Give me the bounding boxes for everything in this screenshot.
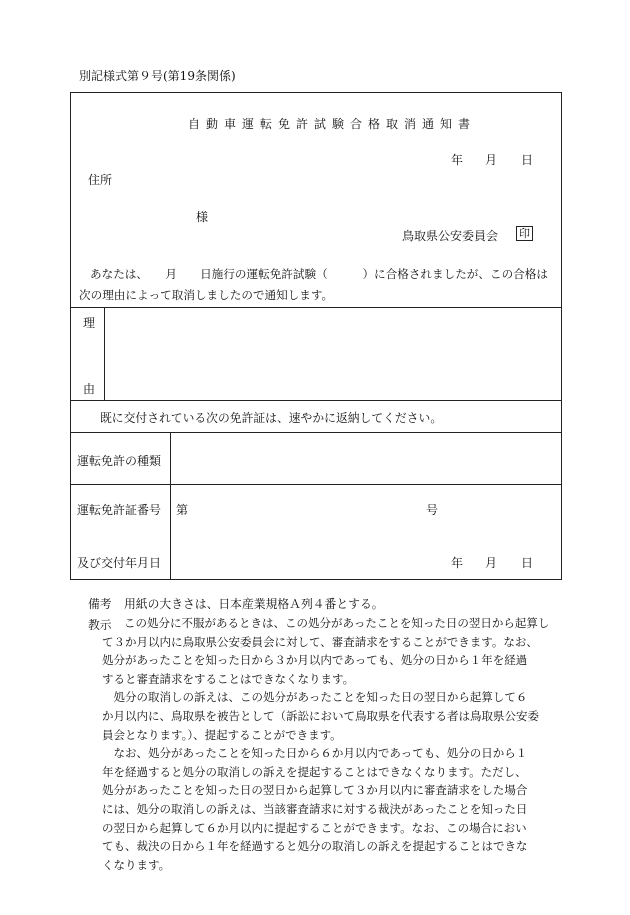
divider-reason-top <box>71 307 561 308</box>
issuer-name: 鳥取県公安委員会 <box>402 229 499 243</box>
instruction-line: すると審査請求をすることはできなくなります。 <box>102 671 355 686</box>
divider-license-label <box>170 432 171 579</box>
instruction-line: て３か月以内に鳥取県公安委員会に対して、審査請求をすることができます。なお、 <box>102 634 538 649</box>
document-title: 自動車運転免許試験合格取消通知書 <box>188 117 477 131</box>
date-month-label: 月 <box>485 153 498 167</box>
instruction-line: か月以内に、鳥取県を被告として（訴訟において鳥取県を代表する者は鳥取県公安委 <box>102 708 539 723</box>
remarks-text: 用紙の大きさは、日本産業規格Ａ列４番とする。 <box>124 597 384 611</box>
notice-paragraph-cont <box>79 285 333 306</box>
issue-date-label: 及び交付年月日 <box>77 556 162 570</box>
license-number-suffix: 号 <box>426 503 439 517</box>
reason-label-top: 理 <box>83 316 96 330</box>
remarks-label: 備考 <box>88 597 112 611</box>
seal-char: 印 <box>516 226 533 241</box>
instruction-line: ても、裁決の日から１年を経過すると処分の取消しの訴えを提起することはできな <box>102 839 528 854</box>
form-reference: 別記様式第９号(第19条関係) <box>79 69 236 83</box>
instruction-paragraph <box>102 614 549 874</box>
notice-paragraph <box>90 264 548 285</box>
seal-mark <box>516 226 533 241</box>
divider-license-middle <box>71 484 561 485</box>
issue-year-label: 年 <box>451 556 464 570</box>
instruction-line: 年を経過すると処分の取消しの訴えを提起することはできなくなります。ただし、 <box>102 764 527 779</box>
divider-reason-bottom <box>71 400 561 401</box>
date-day-label: 日 <box>521 153 534 167</box>
instruction-line: なお、処分があったことを知った日から６か月以内であっても、処分の日から１ <box>102 746 528 761</box>
instruction-line: 処分の取消しの訴えは、この処分があったことを知った日の翌日から起算して６ <box>102 690 528 705</box>
notice-line: あなたは、 月 日施行の運転免許試験（ ）に合格されましたが、この合格は <box>90 267 548 281</box>
instruction-line: 処分があったことを知った日から３か月以内であっても、処分の日から１年を経過 <box>102 653 528 668</box>
instruction-line: この処分に不服があるときは、この処分があったことを知った日の翌日から起算し <box>124 616 550 630</box>
notice-line: 次の理由によって取消しましたので通知します。 <box>79 288 334 302</box>
addressee-honorific: 様 <box>196 210 209 224</box>
instruction-line: 処分があったことを知った日の翌日から起算して３か月以内に審査請求をした場合 <box>102 783 528 798</box>
instruction-line: には、処分の取消しの訴えは、当該審査請求に対する裁決があったことを知った日 <box>102 801 528 816</box>
instruction-line: の翌日から起算して６か月以内に提起することができます。なお、この場合におい <box>102 820 527 835</box>
issue-month-label: 月 <box>485 556 498 570</box>
instruction-line: 員会となります。）、提起することができます。 <box>102 727 342 742</box>
date-year-label: 年 <box>451 153 464 167</box>
license-type-label: 運転免許の種類 <box>77 454 162 468</box>
license-number-prefix: 第 <box>176 503 189 517</box>
license-number-label: 運転免許証番号 <box>77 503 162 517</box>
divider-license-top <box>71 432 561 433</box>
address-label: 住所 <box>88 173 113 187</box>
instruction-line: くなります。 <box>102 857 171 872</box>
instruction-label: 教示 <box>88 618 112 632</box>
return-notice: 既に交付されている次の免許証は、速やかに返納してください。 <box>100 411 443 425</box>
divider-reason-label <box>104 307 105 400</box>
reason-label-bottom: 由 <box>83 382 96 396</box>
issue-day-label: 日 <box>521 556 534 570</box>
